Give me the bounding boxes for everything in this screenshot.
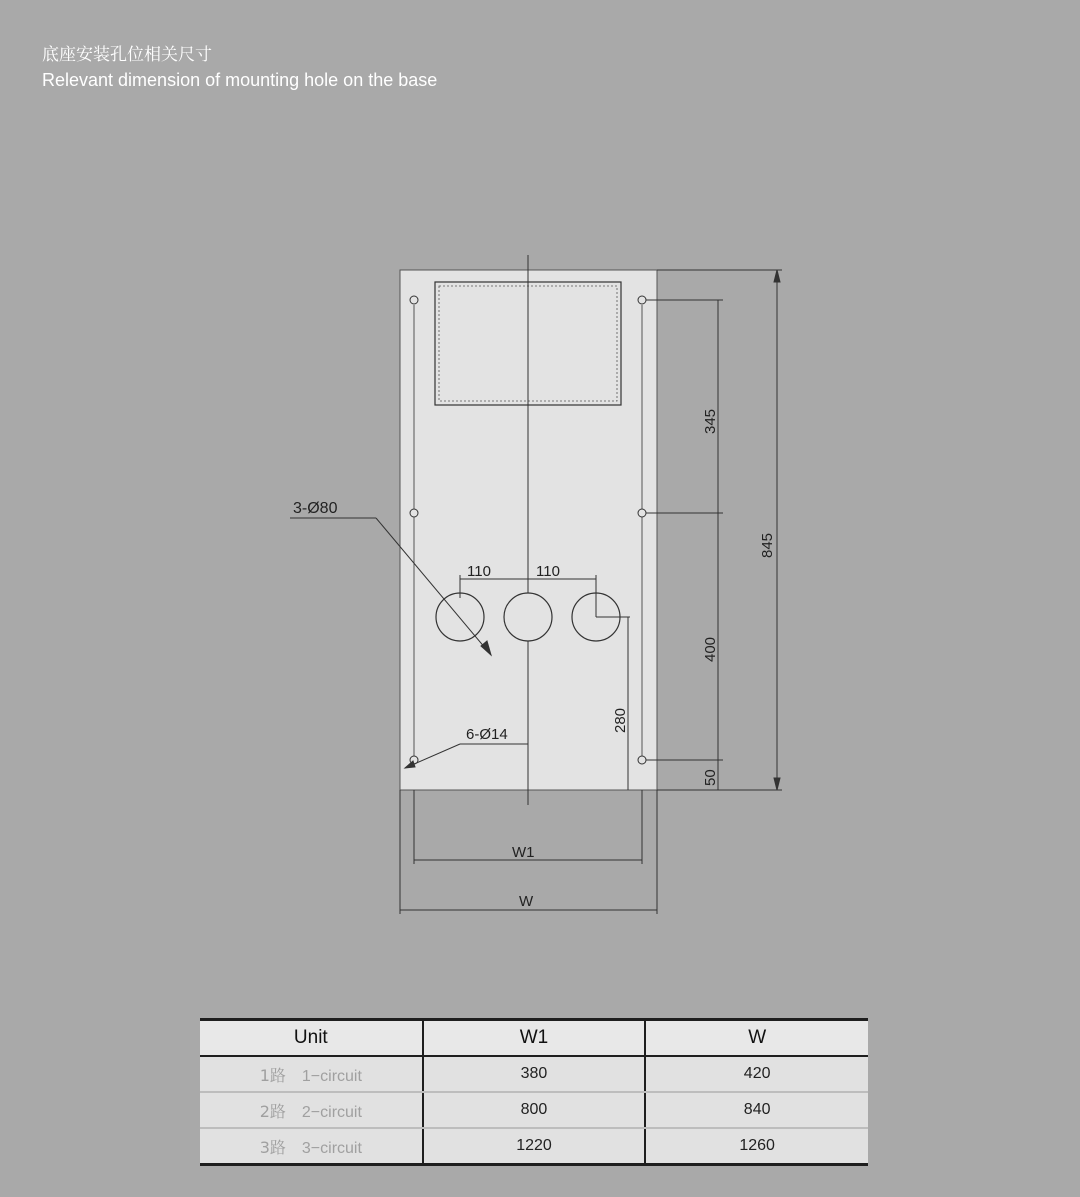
w-label: W — [519, 893, 534, 910]
unit-en: 2−circuit — [301, 1103, 362, 1121]
title-english: Relevant dimension of mounting hole on the base — [42, 70, 438, 90]
table-header-row — [200, 1020, 868, 1057]
w1-label: W1 — [512, 844, 535, 861]
dim-845-label: 845 — [759, 532, 776, 558]
dim-345-label: 345 — [702, 408, 719, 434]
dim-50-label: 50 — [702, 769, 719, 786]
table-row — [200, 1128, 868, 1165]
unit-cell — [200, 1056, 423, 1092]
header-w: W — [645, 1020, 868, 1057]
table-row — [200, 1092, 868, 1128]
title-chinese: 底座安装孔位相关尺寸 — [42, 45, 212, 65]
w1-cell: 800 — [423, 1092, 646, 1128]
w-cell: 1260 — [645, 1128, 868, 1165]
small-hole — [638, 756, 646, 764]
table-row — [200, 1056, 868, 1092]
w1-cell: 1220 — [423, 1128, 646, 1165]
right-dimension-chain — [646, 300, 723, 790]
large-hole — [436, 593, 484, 641]
small-hole — [410, 509, 418, 517]
w1-cell: 380 — [423, 1056, 646, 1092]
spacing-left-label: 110 — [467, 563, 491, 580]
small-hole — [638, 296, 646, 304]
header-unit: Unit — [200, 1020, 423, 1057]
unit-cell — [200, 1128, 423, 1165]
dim-400-label: 400 — [702, 636, 719, 662]
spacing-right-label: 110 — [536, 563, 560, 580]
large-hole — [504, 593, 552, 641]
header-w1: W1 — [423, 1020, 646, 1057]
unit-en: 1−circuit — [301, 1067, 362, 1085]
unit-cn: 2路 — [259, 1101, 286, 1121]
w-cell: 420 — [645, 1056, 868, 1092]
unit-cell — [200, 1092, 423, 1128]
dimension-table — [200, 1018, 868, 1166]
unit-en: 3−circuit — [301, 1139, 362, 1157]
small-hole — [638, 509, 646, 517]
w-cell: 840 — [645, 1092, 868, 1128]
small-hole — [410, 296, 418, 304]
large-holes — [436, 593, 620, 641]
large-hole-label: 3-Ø80 — [293, 500, 338, 517]
unit-cn: 1路 — [259, 1065, 286, 1085]
dim-280-label: 280 — [612, 707, 629, 733]
dimension-845 — [657, 270, 782, 790]
small-hole-label: 6-Ø14 — [466, 726, 508, 743]
unit-cn: 3路 — [259, 1137, 286, 1157]
